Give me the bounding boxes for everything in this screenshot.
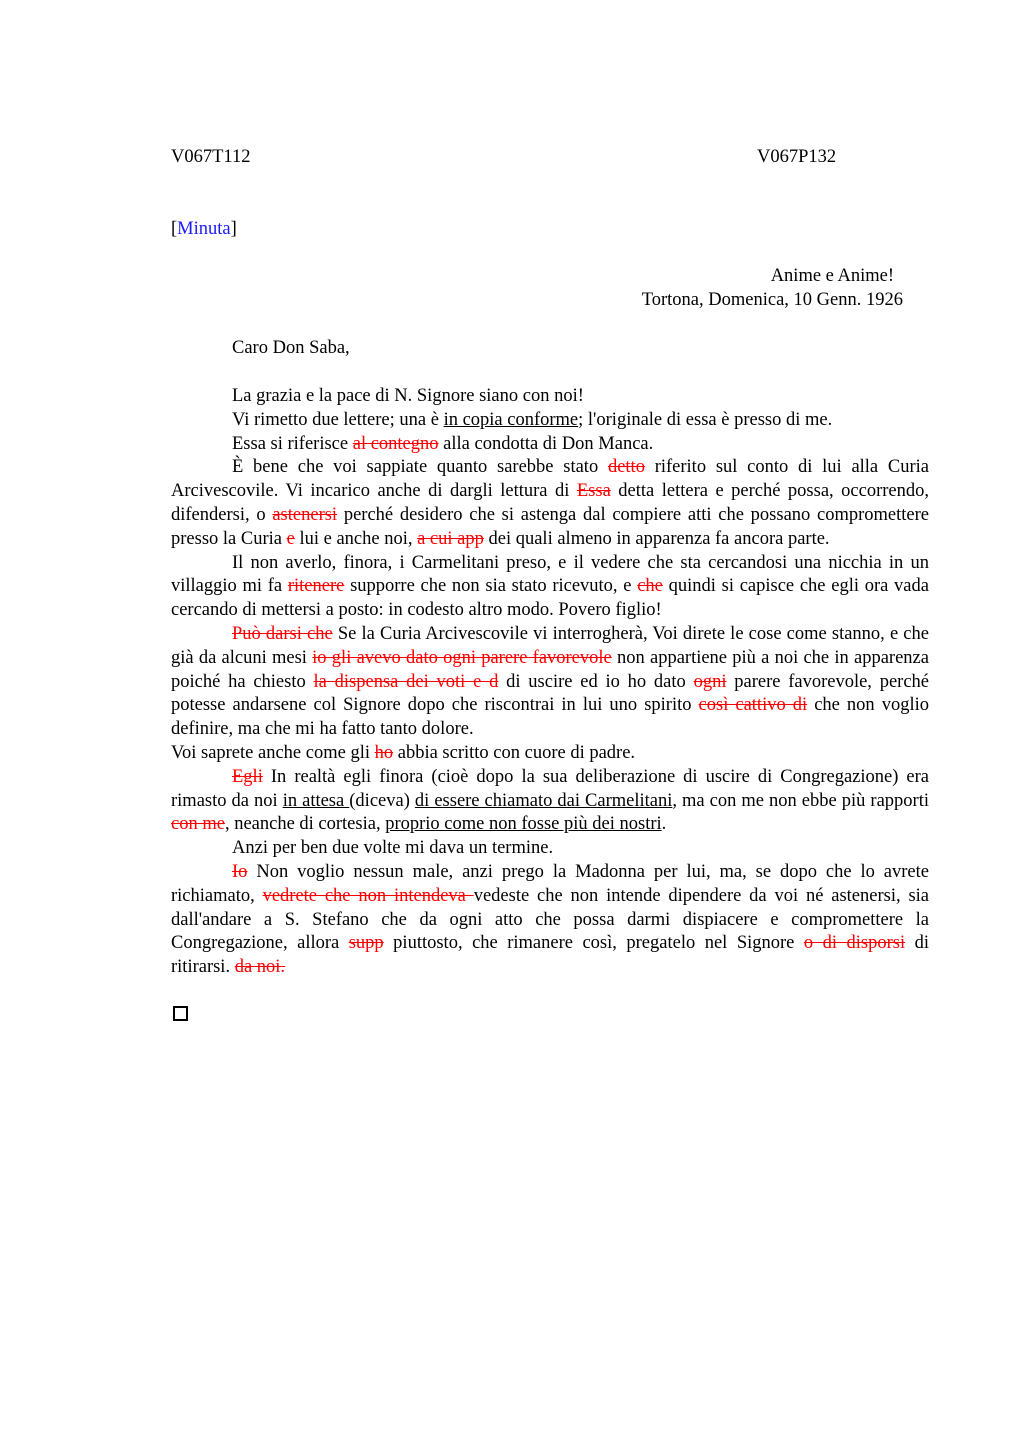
paragraph — [171, 623, 929, 742]
paragraph — [171, 861, 929, 980]
text-segment: vedeste che non intende dipendere da voi né astenersi, sia dall'andare a S. Stefano che da ogni atto che possa darmi dispiacere e compromettere la Congregazione, allora — [171, 885, 929, 954]
text-segment: In realtà egli finora (cioè dopo la sua deliberazione di uscire di Congregazione) era rimasto da noi — [171, 766, 929, 811]
deleted-text: ho — [374, 742, 394, 763]
motto: Anime e Anime! — [770, 266, 894, 286]
end-of-document-box-icon — [173, 1006, 188, 1021]
deleted-text: Essa — [576, 481, 611, 502]
paragraph — [171, 433, 929, 457]
dateline: Tortona, Domenica, 10 Genn. 1926 — [641, 290, 903, 310]
text-segment: Il non averlo, finora, i Carmelitani preso, e il vedere che sta cercandosi una nicchia in un villaggio mi fa — [171, 552, 929, 597]
text-segment: che non voglio definire, ma che mi ha fatto tanto dolore. — [171, 695, 929, 740]
deleted-text: ritenere — [287, 576, 345, 597]
paragraph — [171, 385, 929, 409]
text-segment: parere favorevole, perché potesse andarsene col Signore dopo che riscontrai in lui uno spirito — [171, 671, 930, 716]
text-segment: alla condotta di Don Manca. — [438, 433, 654, 454]
deleted-text: astenersi — [272, 504, 338, 525]
deleted-text: Io — [232, 861, 248, 882]
text-segment: lui e anche noi, — [294, 528, 418, 549]
paragraph — [171, 552, 929, 623]
text-segment: Anzi per ben due volte mi dava un termine. — [232, 838, 554, 859]
underlined-text: di essere chiamato dai Carmelitani — [414, 790, 673, 811]
underlined-text: proprio come non fosse più dei nostri — [385, 814, 662, 835]
minuta-link[interactable]: Minuta — [177, 219, 231, 239]
document-code-left: V067T112 — [171, 147, 251, 167]
deleted-text: o di disporsi — [803, 933, 906, 954]
deleted-text: da noi. — [234, 957, 286, 978]
paragraph — [171, 456, 929, 551]
text-segment: detta lettera e perché possa, occorrendo, difendersi, o — [171, 481, 929, 525]
text-segment: (diceva) — [349, 790, 415, 811]
text-segment: piuttosto, che rimanere così, pregatelo nel Signore — [383, 933, 804, 954]
deleted-text: che — [637, 576, 663, 597]
deleted-text: con me — [171, 814, 225, 835]
text-segment: supporre che non sia stato ricevuto, e — [344, 576, 638, 597]
text-segment: Essa si riferisce — [232, 433, 353, 454]
text-segment: Non voglio nessun male, anzi prego la Madonna per lui, ma, se dopo che lo avrete richiamato, — [171, 861, 929, 906]
deleted-text: e — [286, 528, 295, 549]
minuta-label — [171, 219, 237, 240]
paragraph — [171, 742, 929, 766]
text-segment: quindi si capisce che egli ora vada cercando di mettersi a posto: in codesto altro modo. Povero figlio! — [171, 576, 929, 621]
paragraph — [171, 766, 929, 837]
text-segment: ; l'originale di essa è presso di me. — [578, 409, 833, 430]
text-segment: Vi rimetto due lettere; una è — [232, 409, 444, 430]
text-segment: Se la Curia Arcivescovile vi interrogherà, Voi direte le cose come stanno, e che già da alcuni mesi — [171, 623, 929, 668]
text-segment: non appartiene più a noi che in apparenza poiché ha chiesto — [171, 647, 929, 692]
text-segment: È bene che voi sappiate quanto sarebbe stato — [232, 457, 608, 478]
bracket-open: [ — [171, 219, 178, 239]
document-code-right: V067P132 — [757, 147, 837, 167]
text-segment: riferito sul conto di lui alla Curia Arcivescovile. Vi incarico anche di dargli lettura di — [171, 457, 929, 502]
text-segment: , ma con me non ebbe più rapporti — [672, 790, 929, 811]
deleted-text: Può darsi che — [232, 623, 333, 644]
text-segment: perché desidero che si astenga dal compiere atti che possano compromettere presso la Curia — [171, 504, 930, 549]
paragraph — [171, 409, 929, 433]
text-segment: di uscire ed io ho dato — [498, 671, 694, 692]
paragraph — [171, 837, 929, 861]
deleted-text: supp — [348, 933, 384, 954]
deleted-text: così cattivo di — [698, 695, 808, 716]
deleted-text: detto — [607, 457, 645, 478]
deleted-text: a cui app — [417, 528, 484, 549]
underlined-text: in attesa — [282, 790, 350, 811]
bracket-close: ] — [230, 219, 237, 239]
deleted-text: Egli — [232, 766, 263, 787]
deleted-text: io gli avevo dato ogni parere favorevole — [312, 647, 612, 668]
letter-body — [171, 385, 929, 980]
text-segment: , neanche di cortesia, — [224, 814, 386, 835]
text-segment: La grazia e la pace di N. Signore siano con noi! — [232, 386, 584, 406]
underlined-text: in copia conforme — [443, 409, 579, 430]
deleted-text: vedrete che non intendeva — [262, 885, 474, 906]
text-segment: di ritirarsi. — [171, 933, 929, 978]
deleted-text: la dispensa dei voti e d — [313, 671, 499, 692]
text-segment: abbia scritto con cuore di padre. — [393, 742, 636, 763]
text-segment: dei quali almeno in apparenza fa ancora parte. — [483, 528, 830, 549]
deleted-text: ogni — [693, 671, 727, 692]
text-segment: . — [661, 814, 667, 835]
text-segment: Voi saprete anche come gli — [171, 742, 375, 763]
deleted-text: al contegno — [352, 433, 439, 454]
salutation: Caro Don Saba, — [232, 338, 350, 358]
